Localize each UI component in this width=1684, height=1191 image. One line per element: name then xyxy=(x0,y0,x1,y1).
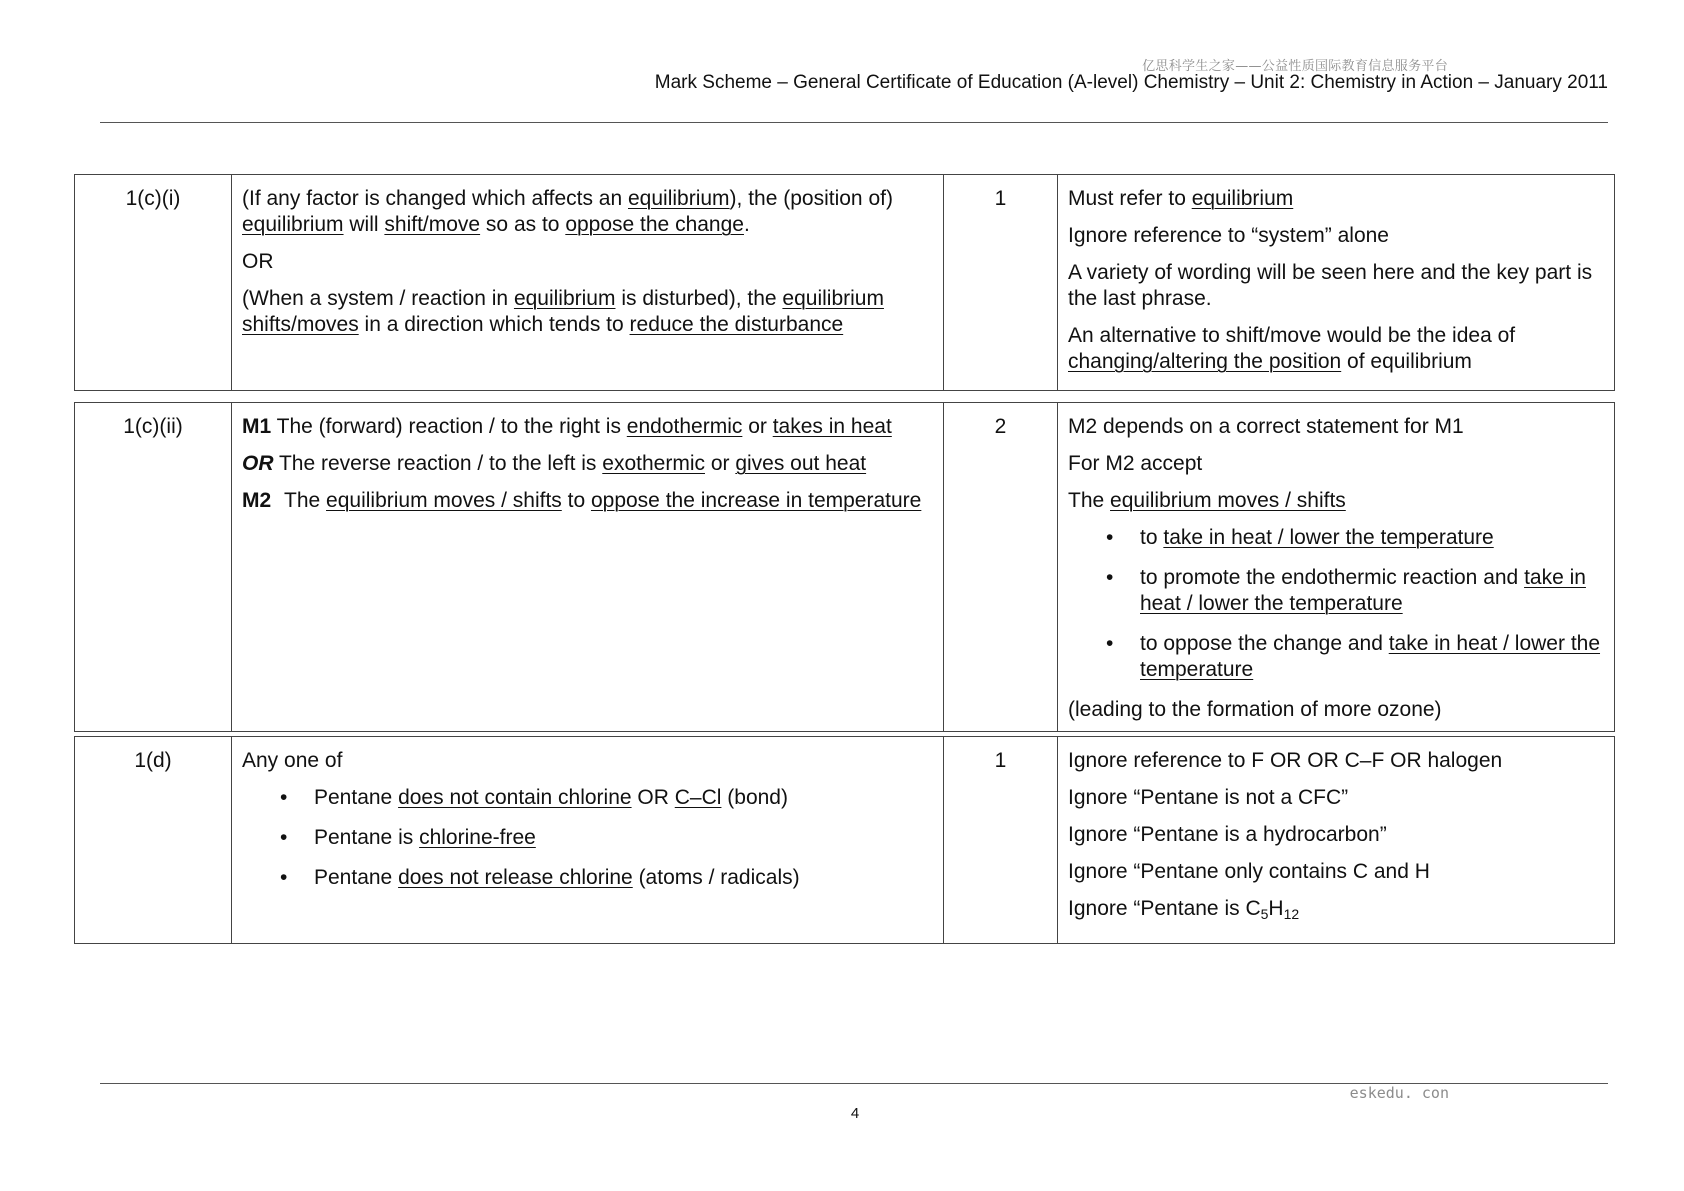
header-watermark: 亿思科学生之家——公益性质国际教育信息服务平台 xyxy=(1142,59,1448,74)
answer-bullet-list xyxy=(314,785,933,891)
answer-text: (If any factor is changed which affects an equilibrium), the (position of) equilibrium will shift/move so as to oppose the change. xyxy=(242,187,893,236)
page-number: 4 xyxy=(850,1105,860,1122)
answer-m2: M2 The equilibrium moves / shifts to oppose the increase in temperature xyxy=(242,489,922,512)
answer-bullet: • Pentane does not release chlorine (atoms / radicals) xyxy=(314,865,933,891)
mark-value: 2 xyxy=(944,403,1058,732)
guidance-text: A variety of wording will be seen here and the key part is the last phrase. xyxy=(1068,261,1593,310)
guidance-text: Ignore “Pentane is a hydrocarbon” xyxy=(1068,823,1387,846)
guidance-text: M2 depends on a correct statement for M1 xyxy=(1068,415,1464,438)
guidance-bullet: • to promote the endothermic reaction and take in heat / lower the temperature xyxy=(1140,565,1604,617)
mark-value: 1 xyxy=(944,737,1058,944)
answer-intro: Any one of xyxy=(242,749,343,772)
answer-or: OR The reverse reaction / to the left is exothermic or gives out heat xyxy=(242,452,867,475)
answer-cell xyxy=(232,175,944,391)
answer-bullet: • Pentane does not contain chlorine OR C–Cl (bond) xyxy=(314,785,933,811)
mark-scheme-row-2 xyxy=(74,402,1615,732)
guidance-text: Ignore “Pentane is $C_5H_{12}$ xyxy=(1068,897,1300,922)
answer-bullet: • Pentane is chlorine-free xyxy=(314,825,933,851)
page-header-title: Mark Scheme – General Certificate of Education (A-level) Chemistry – Unit 2: Chemistry in Action – January 2011 xyxy=(654,72,1608,93)
guidance-text: Ignore reference to “system” alone xyxy=(1068,224,1389,247)
guidance-text: Ignore reference to F OR OR C–F OR halogen xyxy=(1068,749,1503,772)
answer-cell xyxy=(232,403,944,732)
header-rule xyxy=(100,122,1608,123)
footer-watermark: eskedu. con xyxy=(1349,1084,1449,1102)
guidance-bullet: • to oppose the change and take in heat / lower the temperature xyxy=(1140,631,1604,683)
answer-m1: M1 The (forward) reaction / to the right is endothermic or takes in heat xyxy=(242,415,892,438)
guidance-bullet-list xyxy=(1140,525,1604,683)
mark-scheme-row-1 xyxy=(74,174,1615,391)
guidance-cell xyxy=(1058,403,1615,732)
answer-or: OR xyxy=(242,250,274,273)
guidance-text: An alternative to shift/move would be the idea of changing/altering the position of equilibrium xyxy=(1068,324,1516,373)
guidance-text: Ignore “Pentane only contains C and H xyxy=(1068,860,1430,883)
mark-scheme-row-3 xyxy=(74,736,1615,944)
guidance-text: For M2 accept xyxy=(1068,452,1203,475)
answer-cell xyxy=(232,737,944,944)
guidance-cell xyxy=(1058,737,1615,944)
guidance-cell xyxy=(1058,175,1615,391)
question-number: 1(c)(i) xyxy=(75,175,232,391)
answer-text: (When a system / reaction in equilibrium is disturbed), the equilibrium shifts/moves in a direction which tends to reduce the disturbance xyxy=(242,287,884,336)
guidance-text: (leading to the formation of more ozone) xyxy=(1068,698,1442,721)
guidance-bullet: • to take in heat / lower the temperature xyxy=(1140,525,1604,551)
question-number: 1(c)(ii) xyxy=(75,403,232,732)
guidance-text: The equilibrium moves / shifts xyxy=(1068,489,1346,512)
mark-value: 1 xyxy=(944,175,1058,391)
question-number: 1(d) xyxy=(75,737,232,944)
guidance-text: Must refer to equilibrium xyxy=(1068,187,1294,210)
guidance-text: Ignore “Pentane is not a CFC” xyxy=(1068,786,1349,809)
